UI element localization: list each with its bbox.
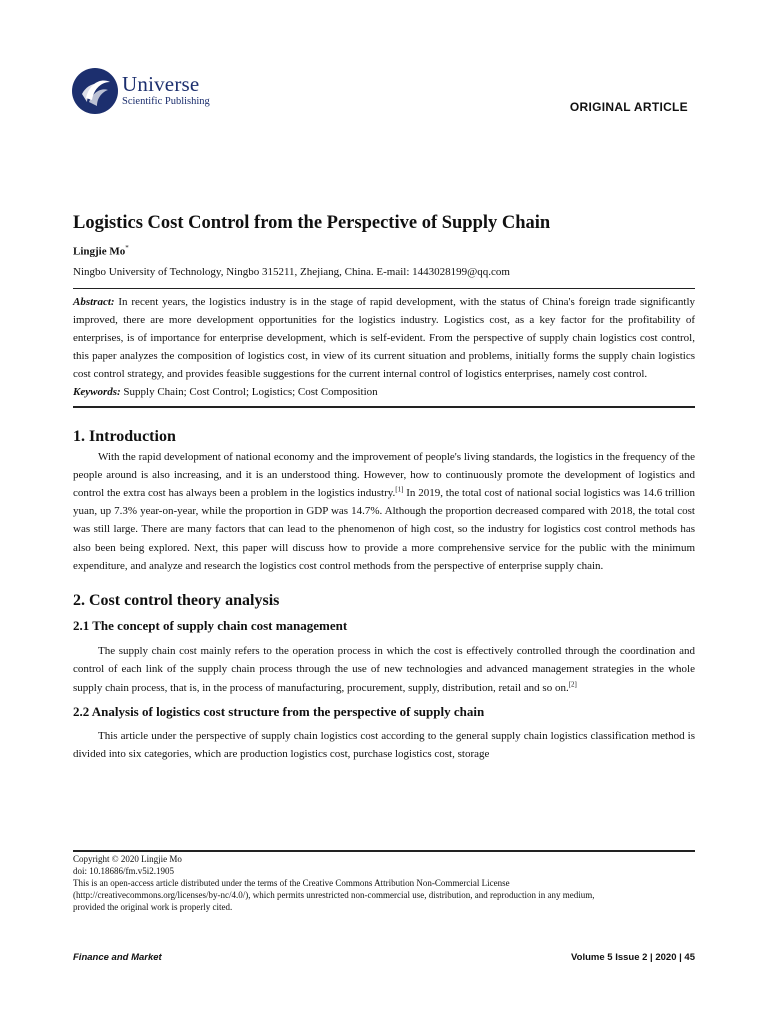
- paragraph-text: In 2019, the total cost of national social logistics was 14.6 trillion yuan, up 7.3% year-on-year, while the proportion in GDP was 14.7%. Although the proportion decreased compared with 2018, the total cost was still large. There are many factors that can lead to the phenomenon of high cost, so the industry for logistics cost control methods has also been being explored. Next, this paper will discuss how to provide a more comprehensive service for the public with the minimum expenditure, and analyze and research the logistics cost control methods from the perspective of enterprise supply chain.: [73, 487, 695, 572]
- affiliation: Ningbo University of Technology, Ningbo 315211, Zhejiang, China. E-mail: 1443028199@qq.com: [73, 265, 510, 278]
- license-line: provided the original work is properly cited.: [73, 902, 233, 912]
- citation: [2]: [568, 679, 577, 688]
- paragraph: This article under the perspective of supply chain logistics cost according to the general supply chain logistics classification method is divided into six categories, which are production logistics cost, purchase logistics cost, storage: [73, 729, 695, 760]
- author-line: [73, 241, 695, 259]
- logo-subtitle: Scientific Publishing: [122, 96, 210, 107]
- logo-title: Universe: [122, 72, 200, 96]
- license-line: (http://creativecommons.org/licenses/by-nc/4.0/), which permits unrestricted non-commercial use, distribution, and reproduction in any medium,: [73, 890, 595, 900]
- doi-line: doi: 10.18686/fm.v5i2.1905: [73, 866, 174, 876]
- subsection-heading-2-2: 2.2 Analysis of logistics cost structure from the perspective of supply chain: [73, 703, 485, 719]
- article-type-label: ORIGINAL ARTICLE: [569, 100, 688, 114]
- copyright-block: [73, 853, 695, 913]
- article-body: [73, 210, 695, 763]
- abstract-label: Abstract:: [73, 295, 115, 308]
- volume-page: Volume 5 Issue 2 | 2020 | 45: [571, 952, 695, 963]
- divider: [73, 288, 695, 289]
- citation: [1]: [395, 485, 404, 494]
- author-mark: *: [125, 244, 129, 252]
- paragraph: [73, 642, 695, 697]
- abstract: [73, 293, 695, 384]
- section-heading-cost-control: 2. Cost control theory analysis: [73, 592, 280, 610]
- section-heading-introduction: 1. Introduction: [73, 427, 176, 445]
- article-title: Logistics Cost Control from the Perspective of Supply Chain: [73, 213, 551, 233]
- keywords-text: Supply Chain; Cost Control; Logistics; Cost Composition: [120, 385, 378, 398]
- publisher-logo: [72, 68, 232, 116]
- divider: [73, 406, 695, 408]
- paragraph: [73, 448, 695, 575]
- copyright-line: Copyright © 2020 Lingjie Mo: [73, 854, 182, 864]
- journal-name: Finance and Market: [73, 952, 162, 963]
- publisher-logo-icon: [72, 68, 118, 114]
- keywords: [73, 384, 695, 400]
- footer-divider: [73, 850, 695, 852]
- keywords-label: Keywords:: [73, 385, 121, 398]
- abstract-text: In recent years, the logistics industry is in the stage of rapid development, with the status of China's foreign trade significantly improved, there are more development opportunities for the logistics industry. Logistics cost, as a key factor for the profitability of enterprises, is of importance for enterprise development, which is self-evident. From the perspective of supply chain logistics cost control, this paper analyzes the composition of logistics cost, in view of its current situation and problems, initially forms the supply chain logistics cost control strategy, and provides feasible suggestions for the current internal control of logistics enterprises, namely cost control.: [73, 295, 695, 381]
- subsection-heading-2-1: 2.1 The concept of supply chain cost management: [73, 618, 348, 634]
- paragraph-text: The supply chain cost mainly refers to the operation process in which the cost is effectively controlled through the coordination and control of each link of the supply chain process through the use of new technologies and advanced management strategies in the whole supply chain process, that is, in the process of manufacturing, procurement, supply, distribution, retail and so on.: [73, 645, 695, 694]
- author-name: Lingjie Mo: [73, 245, 126, 258]
- paragraph-text: With the rapid development of national economy and the improvement of people's living standards, the logistics in the frequency of the people around is also increasing, and it is an understood thing. However, how to continuously promote the development of logistics and control the extra cost has always been a problem in the logistics industry.: [73, 450, 695, 500]
- license-line: This is an open-access article distributed under the terms of the Creative Commons Attribution Non-Commercial License: [73, 878, 510, 888]
